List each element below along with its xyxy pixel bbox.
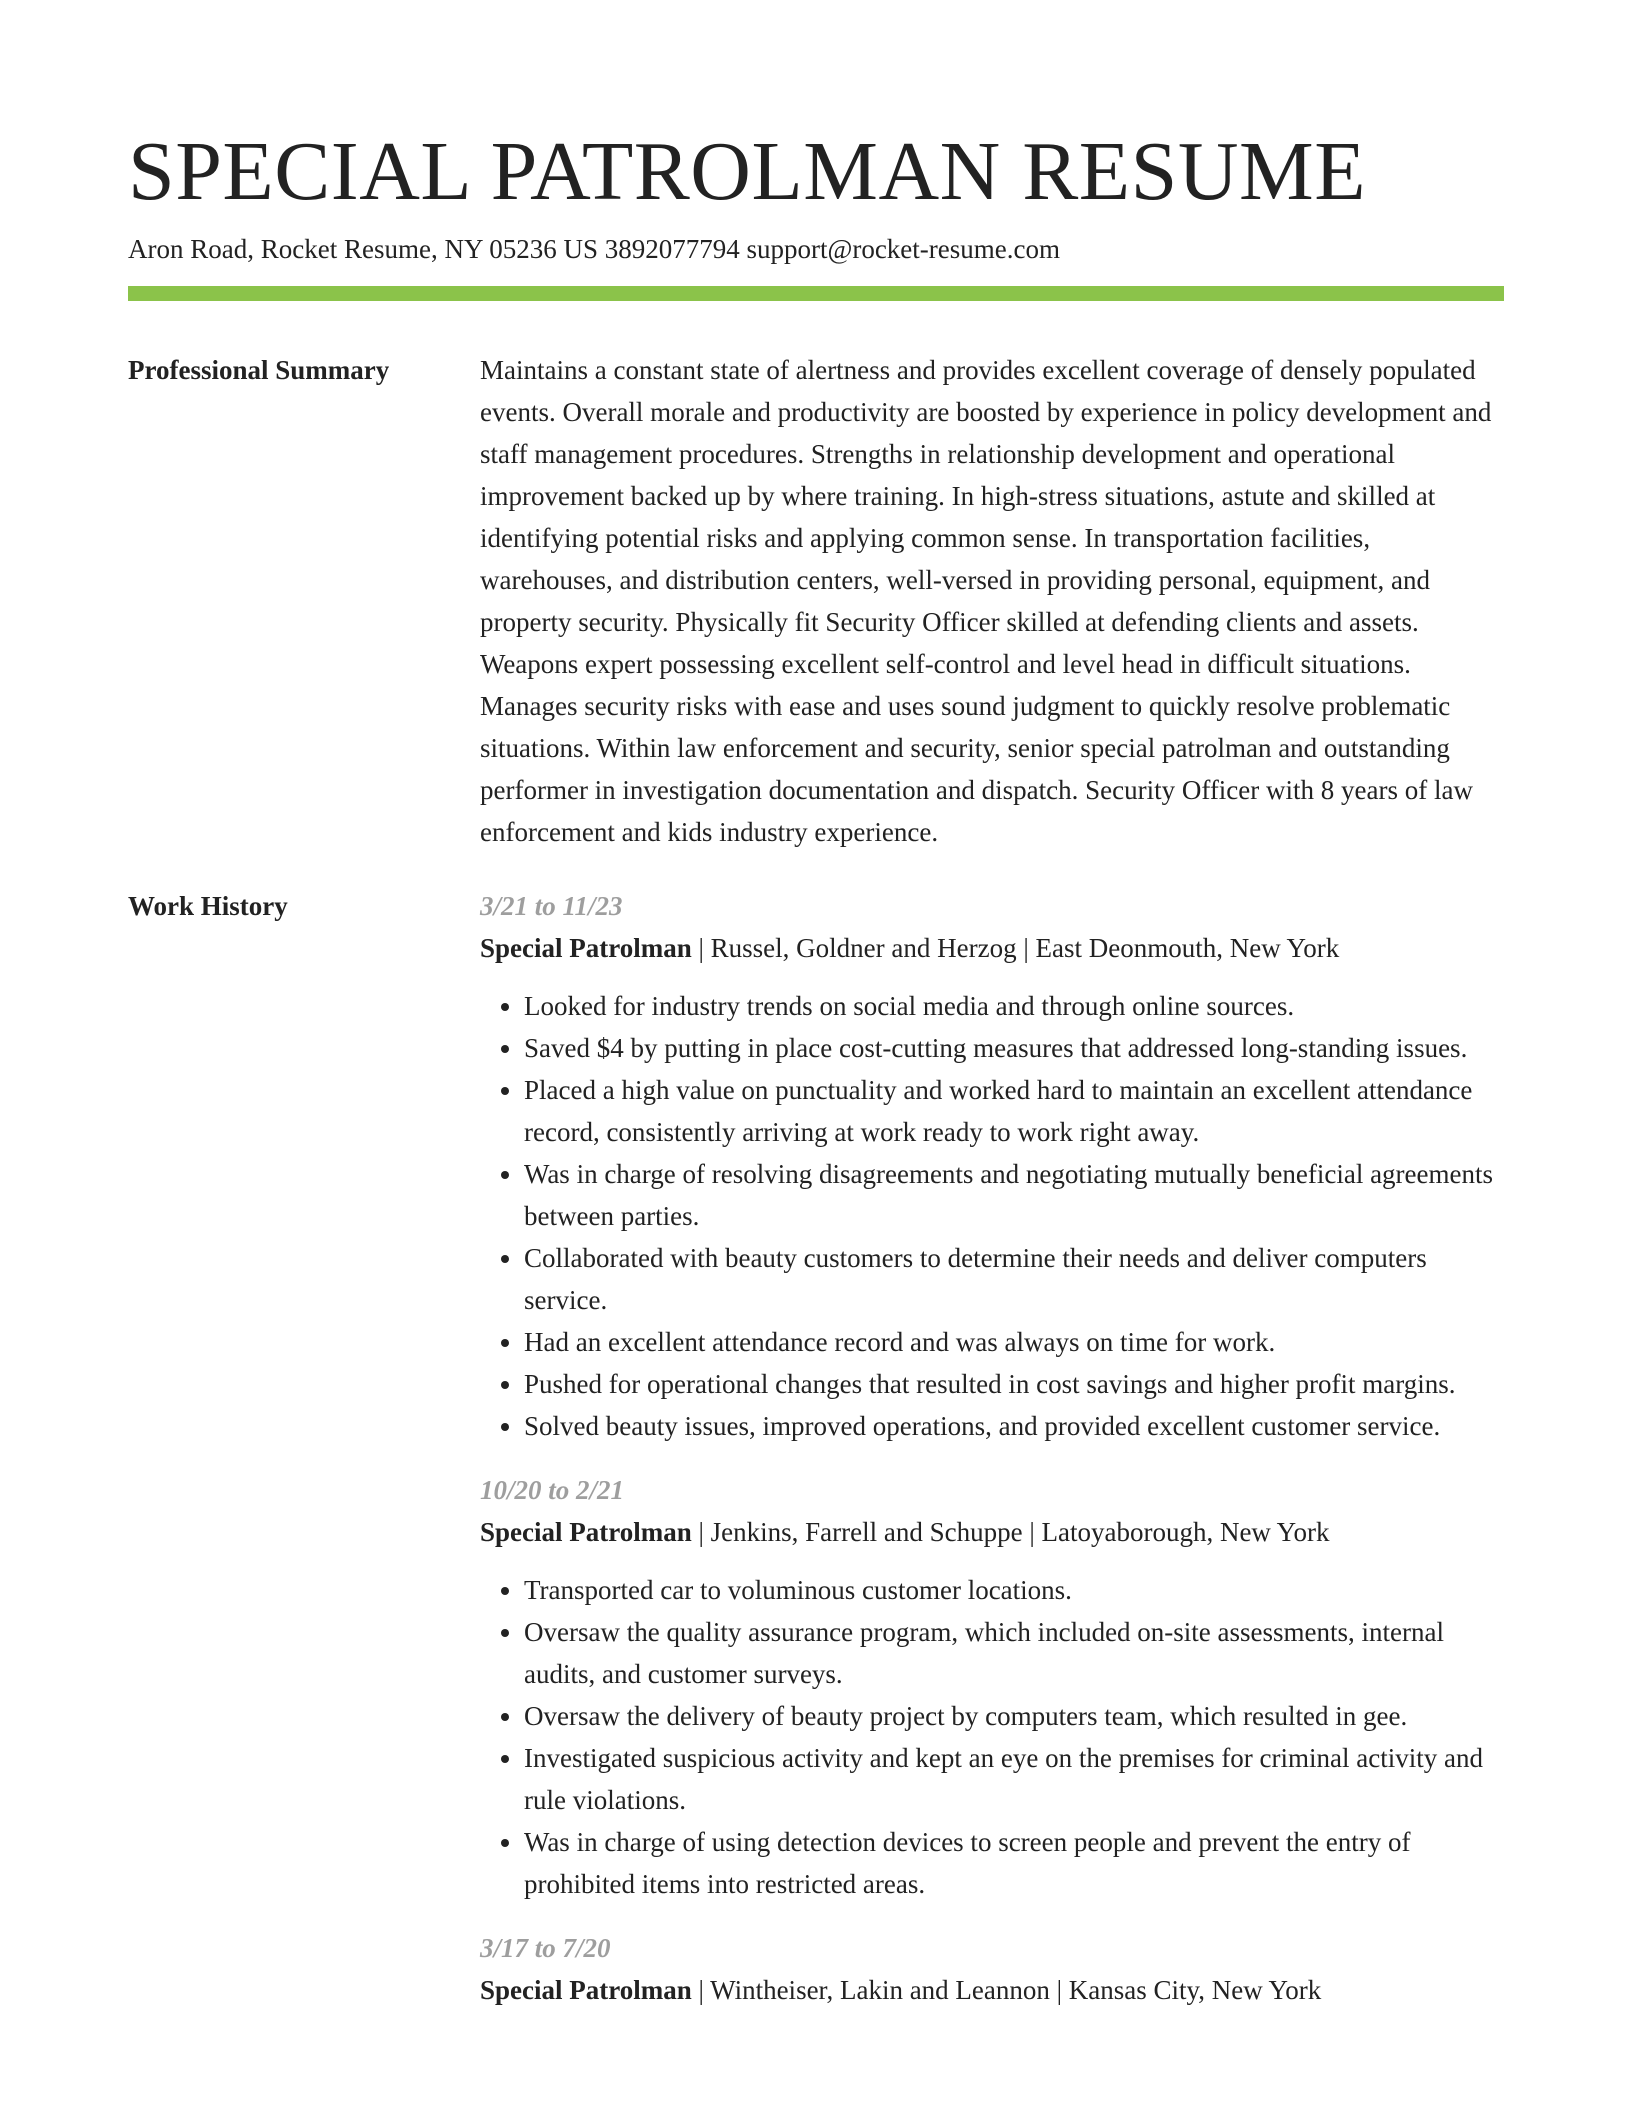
work-history-body (480, 885, 1504, 2033)
job-location: Latoyaborough, New York (1041, 1517, 1330, 1547)
contact-email: support@rocket-resume.com (746, 234, 1060, 264)
job-bullet: • Collaborated with beauty customers to determine their needs and deliver computers service. (524, 1237, 1504, 1321)
job-title: Special Patrolman (480, 933, 692, 963)
job-bullet: • Was in charge of using detection devices to screen people and prevent the entry of prohibited items into restricted areas. (524, 1821, 1504, 1905)
summary-body (480, 349, 1504, 853)
job-title: Special Patrolman (480, 1517, 692, 1547)
job-heading: Special Patrolman | Jenkins, Farrell and Schuppe | Latoyaborough, New York (480, 1517, 1330, 1547)
job-bullet: • Looked for industry trends on social media and through online sources. (524, 985, 1504, 1027)
job-employer: Jenkins, Farrell and Schuppe (710, 1517, 1023, 1547)
contact-line (128, 232, 1060, 266)
header-divider (128, 286, 1504, 301)
job-bullet-list (480, 1569, 1504, 1905)
summary-text: Maintains a constant state of alertness and provides excellent coverage of densely populated events. Overall morale and productivity are boosted by experience in policy development and staff management procedures. Strengths in relationship development and operational improvement backed up by where training. In high-stress situations, astute and skilled at identifying potential risks and applying common sense. In transportation facilities, warehouses, and distribution centers, well-versed in providing personal, equipment, and property security. Physically fit Security Officer skilled at defending clients and assets. Weapons expert possessing excellent self-control and level head in difficult situations. Manages security risks with ease and uses sound judgment to quickly resolve problematic situations. Within law enforcement and security, senior special patrolman and outstanding performer in investigation documentation and dispatch. Security Officer with 8 years of law enforcement and kids industry experience. (480, 355, 1492, 847)
job-heading: Special Patrolman | Russel, Goldner and Herzog | East Deonmouth, New York (480, 933, 1340, 963)
job-employer: Wintheiser, Lakin and Leannon (710, 1975, 1050, 2005)
contact-address: Aron Road, Rocket Resume, NY 05236 US (128, 234, 598, 264)
job-bullet: • Investigated suspicious activity and kept an eye on the premises for criminal activity and rule violations. (524, 1737, 1504, 1821)
job-bullet: • Was in charge of resolving disagreements and negotiating mutually beneficial agreements between parties. (524, 1153, 1504, 1237)
job-location: East Deonmouth, New York (1035, 933, 1340, 963)
work-history-label: Work History (128, 891, 288, 921)
job-bullet: • Transported car to voluminous customer locations. (524, 1569, 1504, 1611)
resume-title: SPECIAL PATROLMAN RESUME (128, 125, 1366, 218)
job-bullet: • Saved $4 by putting in place cost-cutting measures that addressed long-standing issues. (524, 1027, 1504, 1069)
job-employer: Russel, Goldner and Herzog (710, 933, 1017, 963)
job-bullet: • Oversaw the quality assurance program, which included on-site assessments, internal audits, and customer surveys. (524, 1611, 1504, 1695)
summary-label: Professional Summary (128, 355, 390, 385)
contact-phone: 3892077794 (604, 234, 740, 264)
job-location: Kansas City, New York (1068, 1975, 1322, 2005)
job-bullet-list (480, 985, 1504, 1447)
job-heading: Special Patrolman | Wintheiser, Lakin and Leannon | Kansas City, New York (480, 1975, 1322, 2005)
job-bullet: • Placed a high value on punctuality and worked hard to maintain an excellent attendance record, consistently arriving at work ready to work right away. (524, 1069, 1504, 1153)
job-dates: 3/21 to 11/23 (480, 891, 623, 921)
job-entry (480, 1927, 1504, 2011)
job-dates: 10/20 to 2/21 (480, 1475, 625, 1505)
job-entry (480, 1469, 1504, 1905)
job-bullet: • Solved beauty issues, improved operations, and provided excellent customer service. (524, 1405, 1504, 1447)
job-bullet: • Oversaw the delivery of beauty project by computers team, which resulted in gee. (524, 1695, 1504, 1737)
job-entry (480, 885, 1504, 1447)
job-dates: 3/17 to 7/20 (480, 1933, 611, 1963)
job-title: Special Patrolman (480, 1975, 692, 2005)
job-bullet: • Pushed for operational changes that resulted in cost savings and higher profit margins. (524, 1363, 1504, 1405)
job-bullet: • Had an excellent attendance record and was always on time for work. (524, 1321, 1504, 1363)
